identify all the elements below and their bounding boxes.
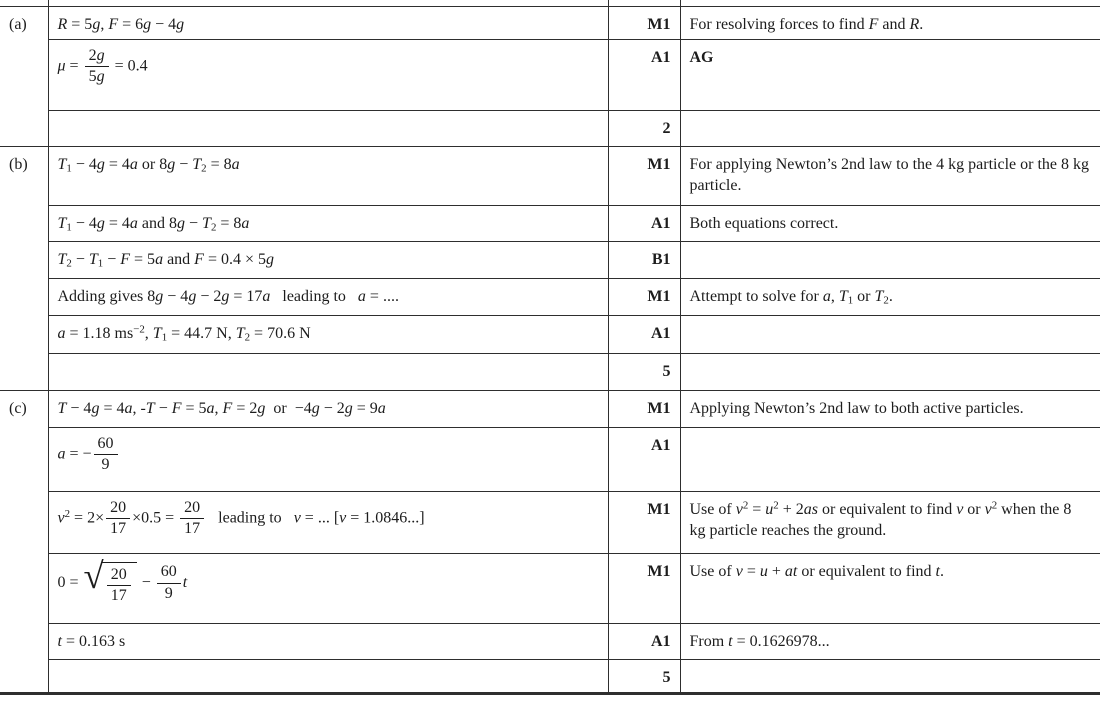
part-label: (a) <box>0 6 48 146</box>
table-row <box>0 241 1100 278</box>
comment-cell: AG <box>680 39 1100 110</box>
working-cell: $T_1 - 4g = 4a$ or $8g - T_2 = 8a$ <box>48 146 608 205</box>
table-row <box>0 39 1100 110</box>
mark-cell: A1 <box>608 315 680 353</box>
table-row <box>0 315 1100 353</box>
table-row <box>0 205 1100 241</box>
part-label: (c) <box>0 390 48 693</box>
comment-cell: Use of v = u + at or equivalent to find t. <box>680 553 1100 623</box>
comment-cell: Use of $v^2 = u^2 + 2as$ or equivalent to find v or $v^2$ when the 8 kg particle reaches the ground. <box>680 491 1100 553</box>
table-row <box>0 390 1100 427</box>
working-cell: $v^2 = 2\times$ $\frac{20}{17}$ ×0.5 = $\frac{20}{17}$ leading to v = ... [v = 1.0846...] <box>48 491 608 553</box>
mark-cell: M1 <box>608 491 680 553</box>
total-row <box>0 659 1100 693</box>
working-cell: a = 1.18 $ms^{-2}$, $T_1 = 44.7$ N, $T_2 = 70.6$ N <box>48 315 608 353</box>
working-cell: a = − $\frac{60}{9}$ <box>48 427 608 491</box>
fraction: $\frac{20}{17}$ <box>107 566 131 606</box>
section-total-marks: 5 <box>608 353 680 390</box>
working-cell: 0 = √ $\frac{20}{17}$ − $\frac{60}{9}$ t <box>48 553 608 623</box>
fraction: $\frac{20}{17}$ <box>180 499 204 539</box>
working-cell: $T_2 - T_1 - F = 5a$ and F = 0.4 × 5g <box>48 241 608 278</box>
comment-cell-empty <box>680 110 1100 146</box>
section-total-marks: 2 <box>608 110 680 146</box>
total-row <box>0 110 1100 146</box>
working-cell-empty <box>48 353 608 390</box>
table-row <box>0 278 1100 315</box>
table-row <box>0 146 1100 205</box>
comment-cell <box>680 241 1100 278</box>
square-root: √ $\frac{20}{17}$ <box>84 561 137 606</box>
comment-cell: From t = 0.1626978... <box>680 623 1100 659</box>
mark-cell: M1 <box>608 553 680 623</box>
part-label: (b) <box>0 146 48 390</box>
working-cell: T − 4g = 4a, -T − F = 5a, F = 2g or −4g − 2g = 9a <box>48 390 608 427</box>
fraction: $\frac{20}{17}$ <box>106 499 130 539</box>
comment-cell: Applying Newton’s 2nd law to both active particles. <box>680 390 1100 427</box>
fraction: $\frac{2g}{5g}$ <box>85 47 109 87</box>
table-row <box>0 491 1100 553</box>
working-cell: Adding gives 8g − 4g − 2g = 17a leading to a = .... <box>48 278 608 315</box>
fraction: $\frac{60}{9}$ <box>157 563 181 603</box>
mark-cell: M1 <box>608 390 680 427</box>
working-cell: μ = $\frac{2g}{5g}$ = 0.4 <box>48 39 608 110</box>
table-row <box>0 427 1100 491</box>
comment-cell <box>680 427 1100 491</box>
comment-cell: Both equations correct. <box>680 205 1100 241</box>
working-cell: $T_1 - 4g = 4a$ and $8g - T_2 = 8a$ <box>48 205 608 241</box>
comment-cell: For resolving forces to find F and R. <box>680 6 1100 39</box>
comment-cell: For applying Newton’s 2nd law to the 4 kg particle or the 8 kg particle. <box>680 146 1100 205</box>
table-row <box>0 553 1100 623</box>
total-row <box>0 353 1100 390</box>
mark-cell: A1 <box>608 427 680 491</box>
table-row <box>0 623 1100 659</box>
section-total-marks: 5 <box>608 659 680 693</box>
working-cell-empty <box>48 110 608 146</box>
mark-cell: M1 <box>608 6 680 39</box>
working-cell: R = 5g, F = 6g − 4g <box>48 6 608 39</box>
comment-cell: Attempt to solve for a, $T_1$ or $T_2$. <box>680 278 1100 315</box>
mark-cell: A1 <box>608 623 680 659</box>
comment-cell <box>680 315 1100 353</box>
mark-cell: M1 <box>608 146 680 205</box>
mark-cell: B1 <box>608 241 680 278</box>
mark-cell: A1 <box>608 205 680 241</box>
comment-cell-empty <box>680 353 1100 390</box>
comment-cell-empty <box>680 659 1100 693</box>
mark-cell: M1 <box>608 278 680 315</box>
working-cell-empty <box>48 659 608 693</box>
mark-cell: A1 <box>608 39 680 110</box>
table-row <box>0 6 1100 39</box>
fraction: $\frac{60}{9}$ <box>94 435 118 475</box>
working-cell: t = 0.163 s <box>48 623 608 659</box>
